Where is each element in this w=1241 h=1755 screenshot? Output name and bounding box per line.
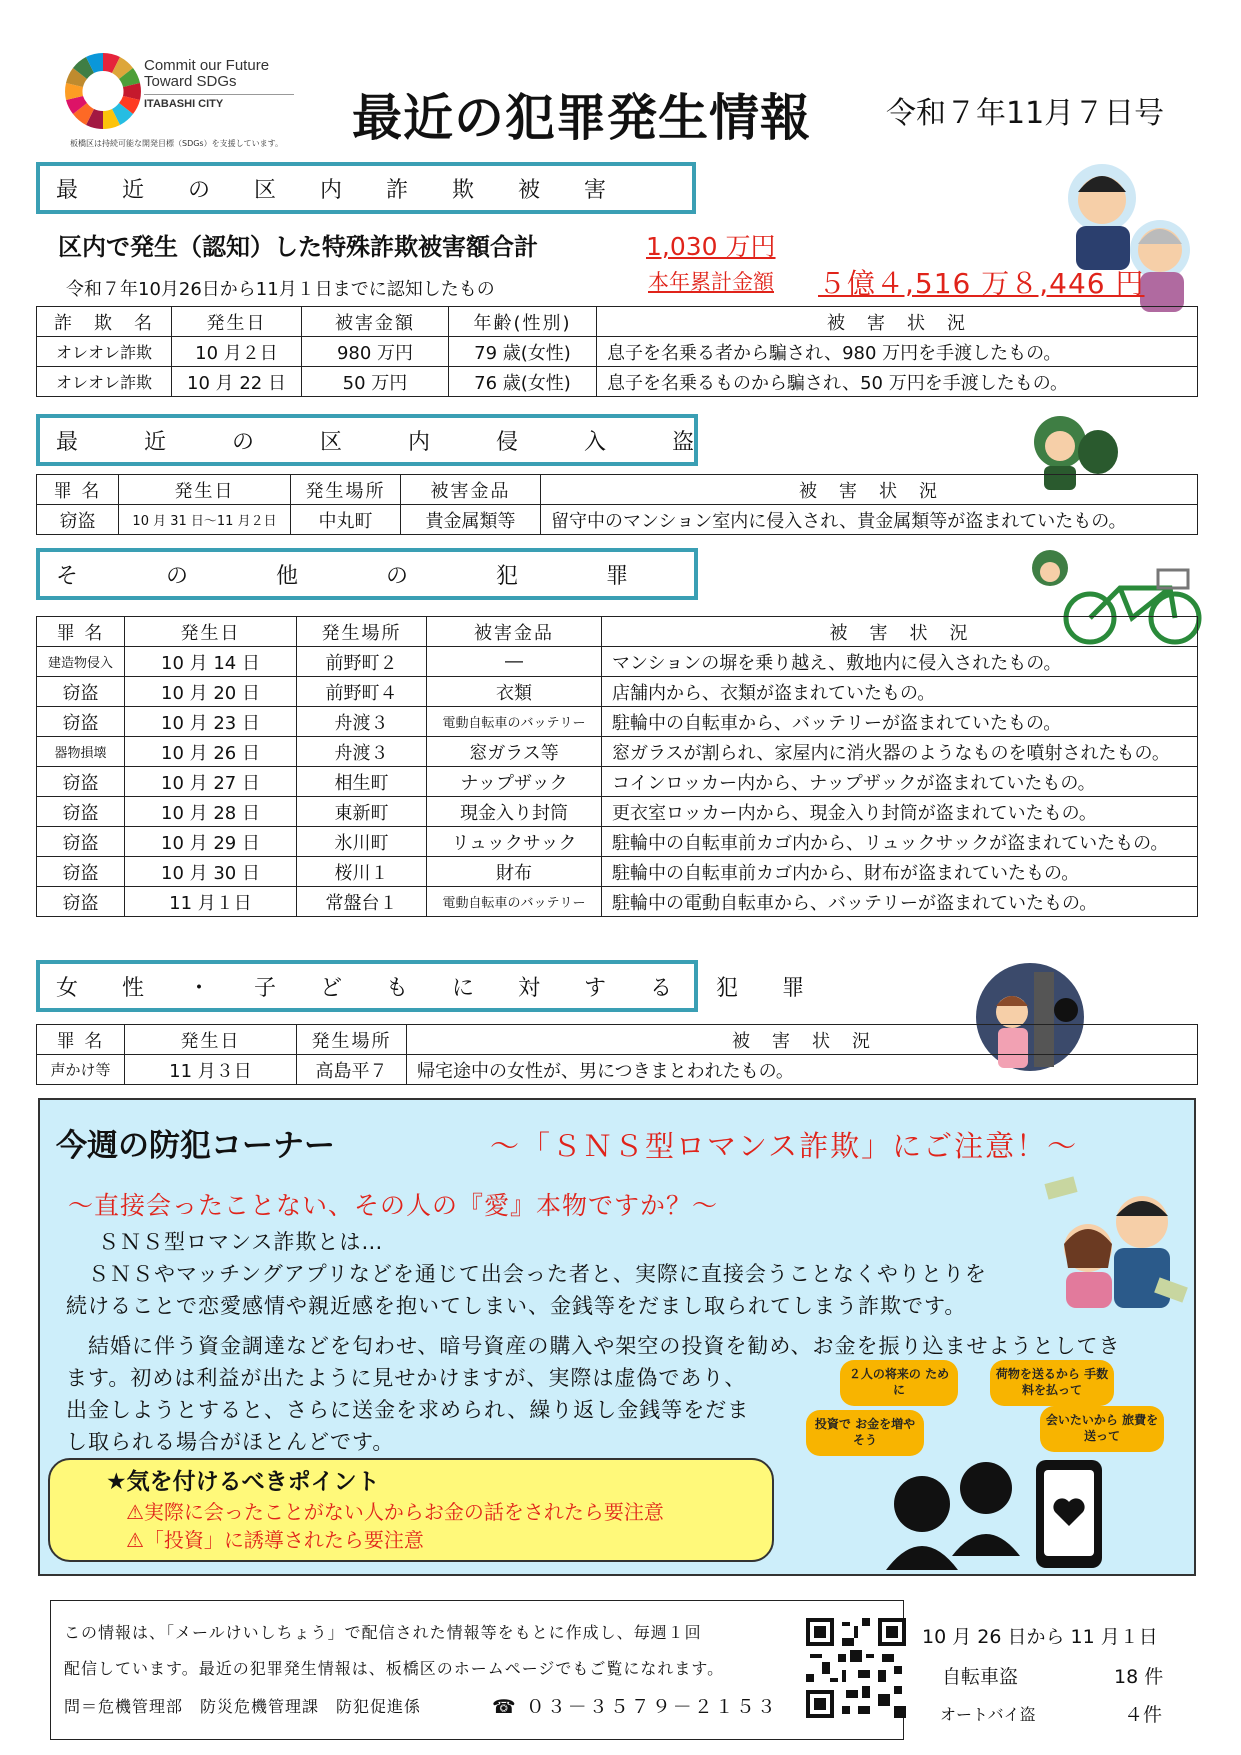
section-header-fraud-label: 最 近 の 区 内 詐 欺 被 害 <box>56 177 607 203</box>
table-cell: 10 月 28 日 <box>125 797 297 827</box>
qr-code-icon[interactable] <box>806 1618 906 1718</box>
table-cell: 財布 <box>427 857 602 887</box>
table-cell: 10 月 31 日～11 月２日 <box>119 505 291 535</box>
table-cell: 10 月 14 日 <box>125 647 297 677</box>
table-cell: 窓ガラスが割られ、家屋内に消火器のようなものを噴射されたもの。 <box>602 737 1198 767</box>
table-cell: 10 月 29 日 <box>125 827 297 857</box>
table-cell: 窓ガラス等 <box>427 737 602 767</box>
table-cell: 留守中のマンション室内に侵入され、貴金属類等が盗まれていたもの。 <box>541 505 1198 535</box>
table-cell: 10 月 26 日 <box>125 737 297 767</box>
table-header-cell: 罪 名 <box>37 1025 125 1055</box>
table-header-cell: 発生場所 <box>291 475 401 505</box>
table-cell: 帰宅途中の女性が、男につきまとわれたもの。 <box>407 1055 1198 1085</box>
corner-paragraph-definition-2: 続けることで恋愛感情や親近感を抱いてしまい、金銭等をだまし取られてしまう詐欺です。 <box>66 1294 967 1318</box>
table-cell: リュックサック <box>427 827 602 857</box>
table-cell: 窃盗 <box>37 827 125 857</box>
table-cell: 10 月２日 <box>172 337 302 367</box>
corner-paragraph-method-1: 結婚に伴う資金調達などを匂わせ、暗号資産の購入や架空の投資を勧め、お金を振り込ませようとしてき <box>88 1334 1121 1358</box>
table-cell: コインロッカー内から、ナップザックが盗まれていたもの。 <box>602 767 1198 797</box>
table-header-row <box>37 1025 1198 1055</box>
table-cell: オレオレ詐欺 <box>37 367 172 397</box>
table-row <box>37 737 1198 767</box>
table-cell: 前野町４ <box>297 677 427 707</box>
table-cell: ナップザック <box>427 767 602 797</box>
table-cell: 高島平７ <box>297 1055 407 1085</box>
footer-contact: 問＝危機管理部 防災危機管理課 防犯促進係 <box>64 1697 422 1716</box>
stats-bike-count: 18 件 <box>1114 1666 1164 1688</box>
scam-phrase-bubble: ２人の将来の ために <box>840 1360 958 1406</box>
table-cell: 76 歳(女性) <box>449 367 597 397</box>
table-cell: 舟渡３ <box>297 737 427 767</box>
prevention-corner-subtitle: ～「ＳＮＳ型ロマンス詐欺」にご注意！～ <box>490 1129 1079 1163</box>
logo-text-line2: Toward SDGs <box>144 73 237 90</box>
romance-couple-illustration <box>1042 1172 1192 1312</box>
table-header-cell: 発生日 <box>119 475 291 505</box>
table-row <box>37 707 1198 737</box>
corner-paragraph-definition-1: ＳＮＳやマッチングアプリなどを通じて出会った者と、実際に直接会うことなくやりとりを <box>88 1262 987 1286</box>
caution-point-item: ⚠「投資」に誘導されたら要注意 <box>126 1528 424 1552</box>
logo-text-line1: Commit our Future <box>144 57 270 74</box>
corner-paragraph-method-4: し取られる場合がほとんどです。 <box>66 1430 395 1454</box>
table-cell: 窃盗 <box>37 797 125 827</box>
table-cell: 器物損壊 <box>37 737 125 767</box>
table-row <box>37 1055 1198 1085</box>
table-cell: 11 月１日 <box>125 887 297 917</box>
table-cell: 10 月 23 日 <box>125 707 297 737</box>
corner-paragraph-intro: ＳＮＳ型ロマンス詐欺とは… <box>98 1230 384 1254</box>
table-cell: 店舗内から、衣類が盗まれていたもの。 <box>602 677 1198 707</box>
section-header-other <box>36 548 698 600</box>
table-header-cell: 被害金品 <box>427 617 602 647</box>
section-header-women-label: 女 性 ・ 子 ど も に 対 す る 犯 罪 <box>56 975 805 1001</box>
table-cell: 10 月 27 日 <box>125 767 297 797</box>
table-header-cell: 発生場所 <box>297 1025 407 1055</box>
stats-period: 10 月 26 日から 11 月１日 <box>922 1626 1158 1648</box>
table-cell: 声かけ等 <box>37 1055 125 1085</box>
corner-paragraph-method-3: 出金しようとすると、さらに送金を求められ、繰り返し金銭等をだま <box>66 1398 750 1422</box>
table-row <box>37 647 1198 677</box>
table-cell: オレオレ詐欺 <box>37 337 172 367</box>
table-cell: 現金入り封筒 <box>427 797 602 827</box>
corner-paragraph-method-2: ます。初めは利益が出たように見せかけますが、実際は虚偽であり、 <box>66 1366 747 1390</box>
table-cell: 息子を名乗る者から騙され、980 万円を手渡したもの。 <box>597 337 1198 367</box>
table-cell: 氷川町 <box>297 827 427 857</box>
table-header-cell: 発生場所 <box>297 617 427 647</box>
scam-phrase-bubble: 投資で お金を増やそう <box>806 1410 924 1456</box>
table-cell: 中丸町 <box>291 505 401 535</box>
table-cell: 相生町 <box>297 767 427 797</box>
table-cell: 舟渡３ <box>297 707 427 737</box>
table-cell: 駐輪中の電動自転車から、バッテリーが盗まれていたもの。 <box>602 887 1198 917</box>
table-cell: 窃盗 <box>37 767 125 797</box>
table-cell: 窃盗 <box>37 707 125 737</box>
footer-phone: ☎ ０３－３５７９－２１５３ <box>492 1696 778 1718</box>
table-header-row <box>37 617 1198 647</box>
table-cell: 980 万円 <box>302 337 449 367</box>
scam-phrase-bubble: 会いたいから 旅費を送って <box>1040 1406 1164 1452</box>
table-cell: 窃盗 <box>37 505 119 535</box>
table-cell: 息子を名乗るものから騙され、50 万円を手渡したもの。 <box>597 367 1198 397</box>
caution-point-item: ⚠実際に会ったことがない人からお金の話をされたら要注意 <box>126 1500 664 1524</box>
footer-line-2: 配信しています。最近の犯罪発生情報は、板橋区のホームページでもご覧になれます。 <box>64 1659 725 1678</box>
scam-phrase-bubble: 荷物を送るから 手数料を払って <box>990 1360 1114 1406</box>
logo-text-city: ITABASHI CITY <box>144 98 224 110</box>
table-header-cell: 被 害 状 況 <box>597 307 1198 337</box>
table-cell: 駐輪中の自転車前カゴ内から、リュックサックが盗まれていたもの。 <box>602 827 1198 857</box>
fraud-table <box>36 306 1198 397</box>
table-cell: 駐輪中の自転車から、バッテリーが盗まれていたもの。 <box>602 707 1198 737</box>
fraud-period: 令和７年10月26日から11月１日までに認知したもの <box>66 279 495 300</box>
prevention-corner-title: 今週の防犯コーナー <box>56 1128 335 1164</box>
fraud-summary-amount: 1,030 万円 <box>646 232 776 261</box>
table-header-row <box>37 475 1198 505</box>
table-cell: 11 月３日 <box>125 1055 297 1085</box>
logo-divider <box>144 94 294 95</box>
table-row <box>37 767 1198 797</box>
table-header-cell: 被害金額 <box>302 307 449 337</box>
table-cell: 電動自転車のバッテリー <box>427 887 602 917</box>
table-header-cell: 年齢(性別) <box>449 307 597 337</box>
sdgs-wheel-logo <box>64 52 142 130</box>
table-header-cell: 被 害 状 況 <box>602 617 1198 647</box>
table-cell: 建造物侵入 <box>37 647 125 677</box>
table-cell: 79 歳(女性) <box>449 337 597 367</box>
table-cell: 常盤台１ <box>297 887 427 917</box>
fraud-summary-label: 区内で発生（認知）した特殊詐欺被害額合計 <box>58 233 538 261</box>
table-row <box>37 887 1198 917</box>
table-row <box>37 797 1198 827</box>
table-cell: 10 月 20 日 <box>125 677 297 707</box>
table-header-cell: 発生日 <box>125 617 297 647</box>
footer-line-1: この情報は、「メールけいしちょう」で配信された情報等をもとに作成し、毎週１回 <box>64 1623 702 1642</box>
stats-bike-label: 自転車盗 <box>942 1666 1019 1688</box>
table-cell: 窃盗 <box>37 887 125 917</box>
table-cell: 10 月 30 日 <box>125 857 297 887</box>
table-cell: 10 月 22 日 <box>172 367 302 397</box>
table-row <box>37 677 1198 707</box>
prevention-corner-catchphrase: ～直接会ったことない、その人の『愛』本物ですか？～ <box>68 1191 719 1220</box>
issue-date: 令和７年11月７日号 <box>886 96 1165 131</box>
table-row <box>37 367 1198 397</box>
table-header-cell: 詐 欺 名 <box>37 307 172 337</box>
section-header-burglary <box>36 414 698 466</box>
table-cell: 50 万円 <box>302 367 449 397</box>
section-header-burglary-label: 最 近 の 区 内 侵 入 盗 <box>56 429 695 455</box>
silhouettes-phone-illustration <box>866 1452 1132 1570</box>
table-row <box>37 827 1198 857</box>
table-header-cell: 罪 名 <box>37 475 119 505</box>
table-cell: マンションの塀を乗り越え、敷地内に侵入されたもの。 <box>602 647 1198 677</box>
table-cell: 電動自転車のバッテリー <box>427 707 602 737</box>
burglary-table <box>36 474 1198 535</box>
section-header-other-label: そ の 他 の 犯 罪 <box>56 563 629 589</box>
women-children-table <box>36 1024 1198 1085</box>
table-header-cell: 被 害 状 況 <box>407 1025 1198 1055</box>
page-title: 最近の犯罪発生情報 <box>352 89 811 147</box>
table-row <box>37 505 1198 535</box>
table-cell: ― <box>427 647 602 677</box>
fraud-annual-value: ５億４,516 万８,446 円 <box>818 267 1145 300</box>
table-cell: 駐輪中の自転車前カゴ内から、財布が盗まれていたもの。 <box>602 857 1198 887</box>
other-crimes-table <box>36 616 1198 917</box>
section-header-fraud <box>36 162 696 214</box>
table-cell: 桜川１ <box>297 857 427 887</box>
table-header-cell: 罪 名 <box>37 617 125 647</box>
table-header-row <box>37 307 1198 337</box>
table-cell: 東新町 <box>297 797 427 827</box>
table-header-cell: 被 害 状 況 <box>541 475 1198 505</box>
table-cell: 窃盗 <box>37 677 125 707</box>
table-cell: 貴金属類等 <box>401 505 541 535</box>
logo-caption: 板橋区は持続可能な開発目標（SDGs）を支援しています。 <box>70 139 283 148</box>
table-cell: 衣類 <box>427 677 602 707</box>
table-row <box>37 337 1198 367</box>
table-cell: 前野町２ <box>297 647 427 677</box>
table-header-cell: 発生日 <box>125 1025 297 1055</box>
table-header-cell: 発生日 <box>172 307 302 337</box>
section-header-women-children <box>36 960 805 1012</box>
table-header-cell: 被害金品 <box>401 475 541 505</box>
table-row <box>37 857 1198 887</box>
table-cell: 更衣室ロッカー内から、現金入り封筒が盗まれていたもの。 <box>602 797 1198 827</box>
stats-motorbike-label: オートバイ盗 <box>940 1705 1036 1724</box>
fraud-annual-label: 本年累計金額 <box>648 270 774 294</box>
caution-points-title: ★気を付けるべきポイント <box>106 1469 380 1495</box>
stats-motorbike-count: ４件 <box>1124 1704 1163 1726</box>
table-cell: 窃盗 <box>37 857 125 887</box>
